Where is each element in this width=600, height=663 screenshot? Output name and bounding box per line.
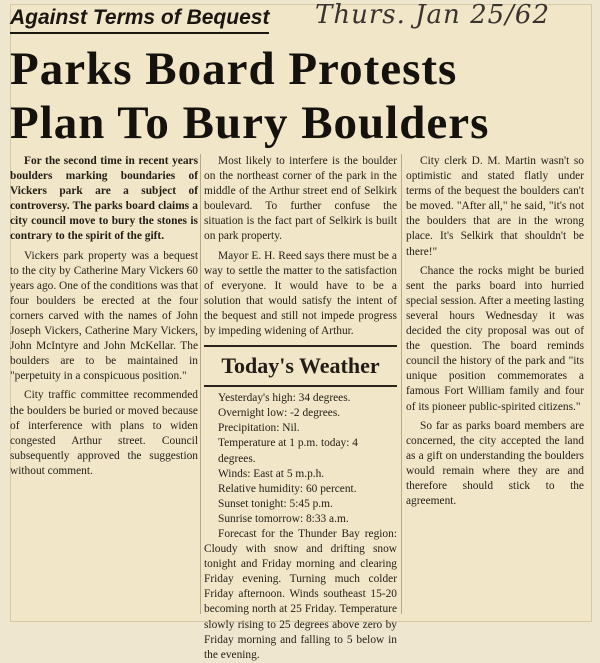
article-column-1 (10, 154, 198, 479)
column-rule (200, 154, 201, 614)
handwritten-date: Thurs. Jan 25/62 (315, 0, 550, 30)
article-column-3 (406, 154, 584, 509)
weather-low: Overnight low: -2 degrees. (218, 407, 341, 420)
article-column-2 (204, 154, 397, 663)
article-paragraph-7: Chance the rocks might be buried sent the parks board into hurried special session. After a meeting lasting several hours Wednesday it was decided the city proposal was out of the question. The board reminds council the history of the park and "its unique position commemorates a famous Fort William family and four of its pioneer public-spirited citizens." (406, 264, 584, 413)
weather-sunset: Sunset tonight: 5:45 p.m. (218, 497, 333, 510)
weather-high: Yesterday's high: 34 degrees. (218, 392, 351, 405)
weather-humidity: Relative humidity: 60 percent. (218, 482, 357, 495)
article-paragraph-6: City clerk D. M. Martin wasn't so optimistic and stated flatly under terms of the bequest the boulders can't be moved. "After all," he said, "it's not the boulders that are in the wrong place. It's Selkirk that shouldn't be there!" (406, 155, 584, 258)
column-rule (401, 154, 402, 614)
weather-temperature: Temperature at 1 p.m. today: 4 degrees. (218, 437, 358, 465)
article-paragraph-5: Mayor E. H. Reed says there must be a way to settle the matter to the satisfaction of everyone. It would have to be a solution that would satisfy the intent of the bequest and still not impede progress by impeding widening of Arthur. (204, 249, 397, 338)
weather-winds: Winds: East at 5 m.p.h. (218, 467, 325, 480)
headline-line-1: Parks Board Protests (10, 43, 458, 95)
headline (10, 42, 580, 150)
article-paragraph-3: City traffic committee recommended the boulders be buried or moved because of interference with plans to widen congested Arthur street. Council subsequently approved the suggestion without comment. (10, 389, 198, 477)
headline-line-2: Plan To Bury Boulders (10, 97, 490, 149)
weather-precipitation: Precipitation: Nil. (218, 422, 300, 435)
article-paragraph-8: So far as parks board members are concerned, the city accepted the land as a gift on understanding the boulders would remain where they are and therefore should stick to the agreement. (406, 419, 584, 508)
weather-forecast: Forecast for the Thunder Bay region: Cloudy with snow and drifting snow tonight and Friday morning and clearing Friday evening. Turning much colder Friday afternoon. Winds southeast 15-20 becoming north at 25 Friday. Temperature slowly rising to 25 degrees above zero by Friday morning and falling to 5 below in the evening. (204, 527, 397, 661)
article-paragraph-2: Vickers park property was a bequest to the city by Catherine Mary Vickers 60 years ago. One of the conditions was that four boulders be erected at the four corners carved with the names of John Joseph Vickers, Catherine Mary Vickers, John McIntyre and John McKellar. The boulders are to be maintained in "perpetuity in a conspicuous position." (10, 249, 198, 383)
weather-sunrise: Sunrise tomorrow: 8:33 a.m. (218, 512, 349, 525)
article-paragraph-4: Most likely to interfere is the boulder on the northeast corner of the park in the middle of the Arthur street end of Selkirk boulevard. To further confuse the situation is the fact part of Selkirk is built on park property. (204, 155, 397, 243)
article-paragraph-1: For the second time in recent years boulders marking boundaries of Vickers park are a subject of controversy. The parks board claims a city council move to bury the stones is contrary to the spirit of the gift. (10, 155, 198, 243)
kicker-heading: Against Terms of Bequest (10, 6, 269, 34)
weather-report (204, 391, 397, 663)
weather-title: Today's Weather (204, 345, 397, 387)
